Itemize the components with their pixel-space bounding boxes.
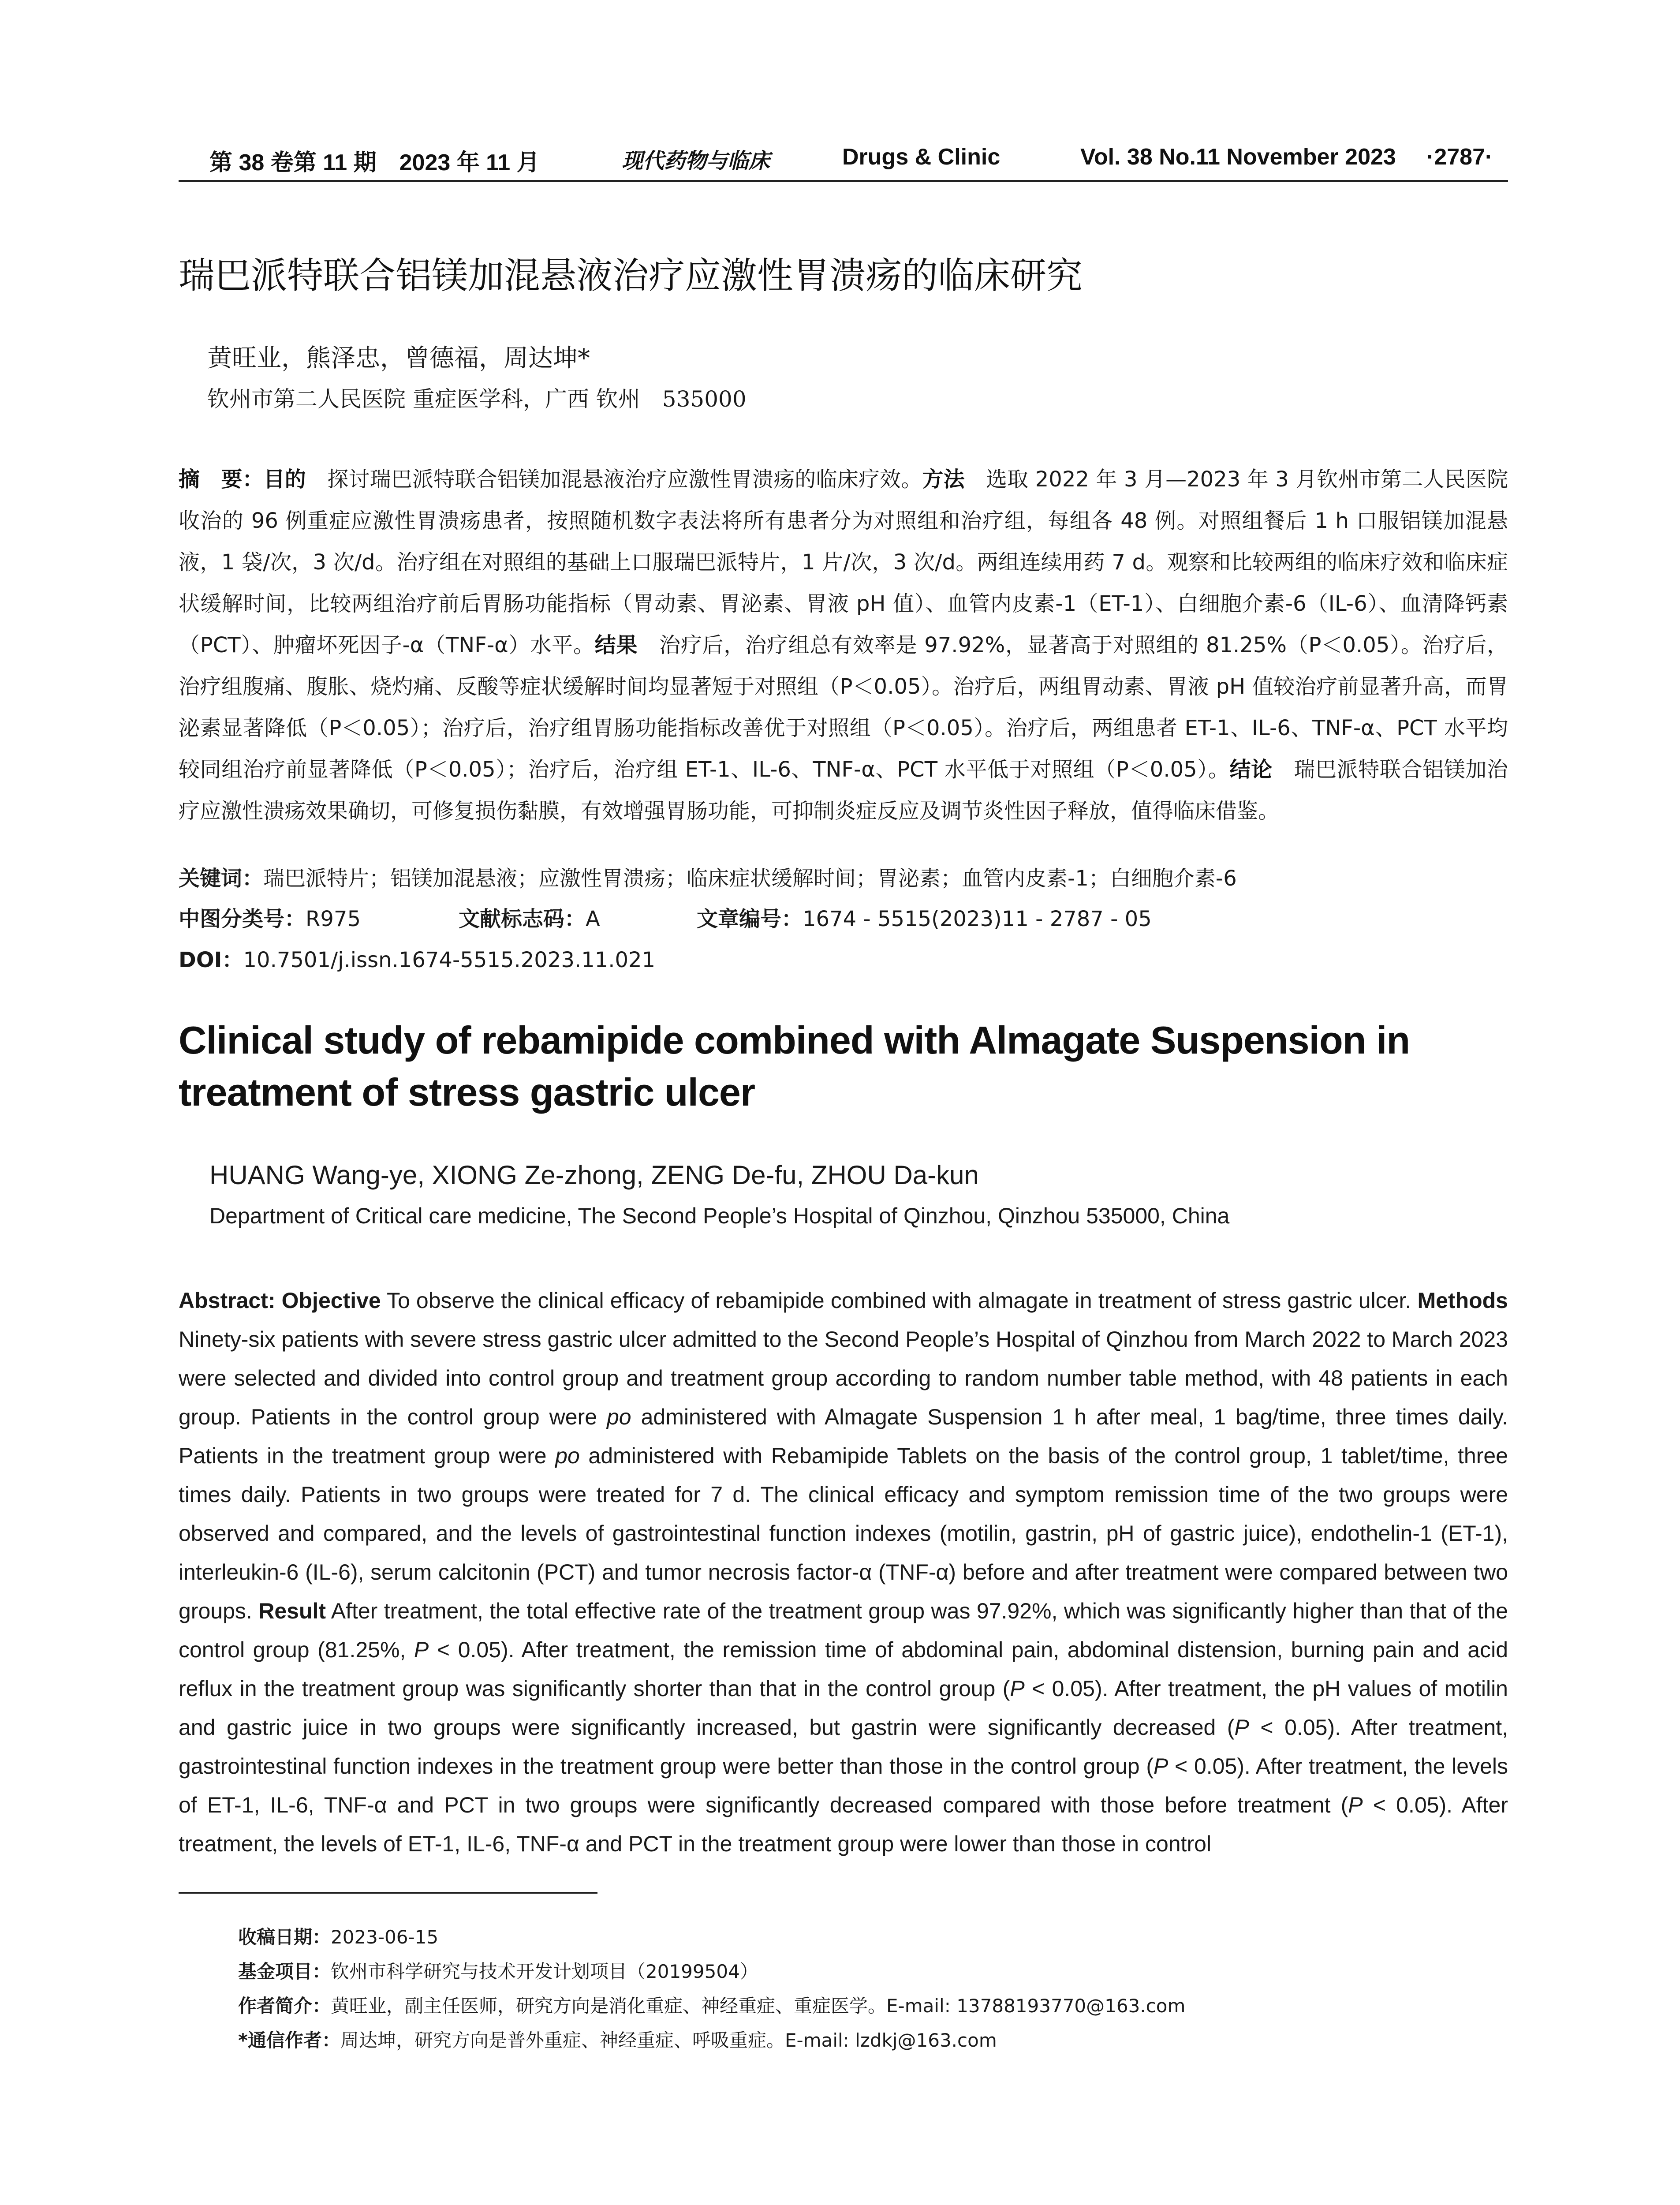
doi	[179, 943, 655, 973]
footnote-author: 作者简介：黄旺业，副主任医师，研究方向是消化重症、神经重症、重症医学。E-mail: 13788193770@163.com	[238, 1995, 1186, 2017]
footnote-fund: 基金项目：钦州市科学研究与技术开发计划项目（20199504）	[238, 1961, 758, 1982]
affiliation-cn: 钦州市第二人民医院 重症医学科，广西 钦州 535000	[207, 386, 747, 412]
footnote-corresponding: *通信作者：周达坤，研究方向是普外重症、神经重症、呼吸重症。E-mail: lzdkj@163.com	[238, 2029, 997, 2051]
abstract-en: Abstract: Objective To observe the clinical efficacy of rebamipide combined with almagate in treatment of stress gastric ulcer. Methods Ninety-six patients with severe stress gastric ulcer admitted to the Second People’s Hospital of Qinzhou from March 2022 to March 2023 were selected and divided into control group and treatment group according to random number table method, with 48 patients in each group. Patients in the control group were po administered with Almagate Suspension 1 h after meal, 1 bag/time, three times daily. Patients in the treatment group were po administered with Rebamipide Tablets on the basis of the control group, 1 tablet/time, three times daily. Patients in two groups were treated for 7 d. The clinical efficacy and symptom remission time of the two groups were observed and compared, and the levels of gastrointestinal function indexes (motilin, gastrin, pH of gastric juice), endothelin-1 (ET-1), interleukin-6 (IL-6), serum calcitonin (PCT) and tumor necrosis factor-α (TNF-α) before and after treatment were compared between two groups. Result After treatment, the total effective rate of the treatment group was 97.92%, which was significantly higher than that of the control group (81.25%, P < 0.05). After treatment, the remission time of abdominal pain, abdominal distension, burning pain and acid reflux in the treatment group was significantly shorter than that in the control group (P < 0.05). After treatment, the pH values of motilin and gastric juice in two groups were significantly increased, but gastrin were significantly decreased (P < 0.05). After treatment, gastrointestinal function indexes in the treatment group were better than those in the control group (P < 0.05). After treatment, the levels of ET-1, IL-6, TNF-α and PCT in two groups were significantly decreased compared with those before treatment (P < 0.05). After treatment, the levels of ET-1, IL-6, TNF-α and PCT in the treatment group were lower than those in control	[179, 1288, 1508, 1856]
keywords-text: 瑞巴派特片；铝镁加混悬液；应激性胃溃疡；临床症状缓解时间；胃泌素；血管内皮素-1；白细胞介素-6	[263, 866, 1237, 891]
journal-name-en: Drugs & Clinic	[842, 144, 1001, 170]
affiliation-en: Department of Critical care medicine, The Second People’s Hospital of Qinzhou, Qinzhou 535000, China	[209, 1203, 1230, 1228]
document-code: 文献标志码：A	[459, 907, 600, 931]
title-en: Clinical study of rebamipide combined with Almagate Suspension in treatment of stress gastric ulcer	[179, 1018, 1410, 1114]
results-label-cn: 结果	[594, 633, 638, 658]
abstract-cn	[179, 459, 1508, 832]
objective-cn: 探讨瑞巴派特联合铝镁加混悬液治疗应激性胃溃疡的临床疗效。	[306, 467, 922, 492]
authors-cn: 黄旺业，熊泽忠，曾德福，周达坤*	[207, 344, 590, 373]
title-cn: 瑞巴派特联合铝镁加混悬液治疗应激性胃溃疡的临床研究	[179, 255, 1083, 297]
page-number: ·2787·	[1426, 144, 1493, 170]
footnote-divider	[179, 1892, 597, 1894]
issue-en: Vol. 38 No.11 November 2023	[1080, 144, 1396, 170]
running-header	[179, 140, 1508, 182]
results-cn: 治疗后，治疗组总有效率是 97.92%，显著高于对照组的 81.25%（P＜0.05）。治疗后，治疗组腹痛、腹胀、烧灼痛、反酸等症状缓解时间均显著短于对照组（P＜0.05）。治疗后，两组胃动素、胃液 pH 值较治疗前显著升高，而胃泌素显著降低（P＜0.05）；治疗后，治疗组胃肠功能指标改善优于对照组（P＜0.05）。治疗后，两组患者 ET-1、IL-6、TNF-α、PCT 水平均较同组治疗前显著降低（P＜0.05）；治疗后，治疗组 ET-1、IL-6、TNF-α、PCT 水平低于对照组（P＜0.05）。	[179, 633, 1508, 782]
conclusion-cn: 瑞巴派特联合铝镁加治疗应激性溃疡效果确切，可修复损伤黏膜，有效增强胃肠功能，可抑制炎症反应及调节炎性因子释放，值得临床借鉴。	[179, 757, 1508, 823]
article-number: 文章编号：1674 - 5515(2023)11 - 2787 - 05	[697, 907, 1152, 931]
authors-en: HUANG Wang-ye, XIONG Ze-zhong, ZENG De-fu, ZHOU Da-kun	[209, 1160, 979, 1190]
abstract-cn-label: 摘 要：	[179, 467, 264, 492]
objective-en: To observe the clinical efficacy of rebamipide combined with almagate in treatment of stress gastric ulcer.	[381, 1288, 1418, 1313]
objective-label-en: Objective	[281, 1288, 381, 1313]
issue-cn: 第 38 卷第 11 期 2023 年 11 月	[209, 150, 540, 176]
methods-label-en: Methods	[1417, 1288, 1508, 1313]
doi-label: DOI：	[179, 948, 243, 972]
result-label-en: Result	[258, 1599, 326, 1623]
conclusion-label-cn: 结论	[1229, 757, 1273, 782]
keywords-label: 关键词：	[179, 866, 264, 891]
footnote-received: 收稿日期：2023-06-15	[238, 1926, 439, 1948]
methods-cn: 选取 2022 年 3 月—2023 年 3 月钦州市第二人民医院收治的 96 例重症应激性胃溃疡患者，按照随机数字表法将所有患者分为对照组和治疗组，每组各 48 例。对照组餐后 1 h 口服铝镁加混悬液，1 袋/次，3 次/d。治疗组在对照组的基础上口服瑞巴派特片，1 片/次，3 次/d。两组连续用药 7 d。观察和比较两组的临床疗效和临床症状缓解时间，比较两组治疗前后胃肠功能指标（胃动素、胃泌素、胃液 pH 值）、血管内皮素-1（ET-1）、白细胞介素-6（IL-6）、血清降钙素（PCT）、肿瘤坏死因子-α（TNF-α）水平。	[179, 467, 1508, 658]
objective-label-cn: 目的	[263, 467, 306, 492]
abstract-en-label: Abstract:	[179, 1288, 276, 1313]
methods-label-cn: 方法	[922, 467, 965, 492]
journal-name-cn: 现代药物与临床	[622, 149, 770, 173]
doi-value[interactable]: 10.7501/j.issn.1674-5515.2023.11.021	[243, 948, 656, 972]
keywords-cn	[179, 861, 1237, 892]
clc-number: 中图分类号：R975	[179, 907, 361, 931]
